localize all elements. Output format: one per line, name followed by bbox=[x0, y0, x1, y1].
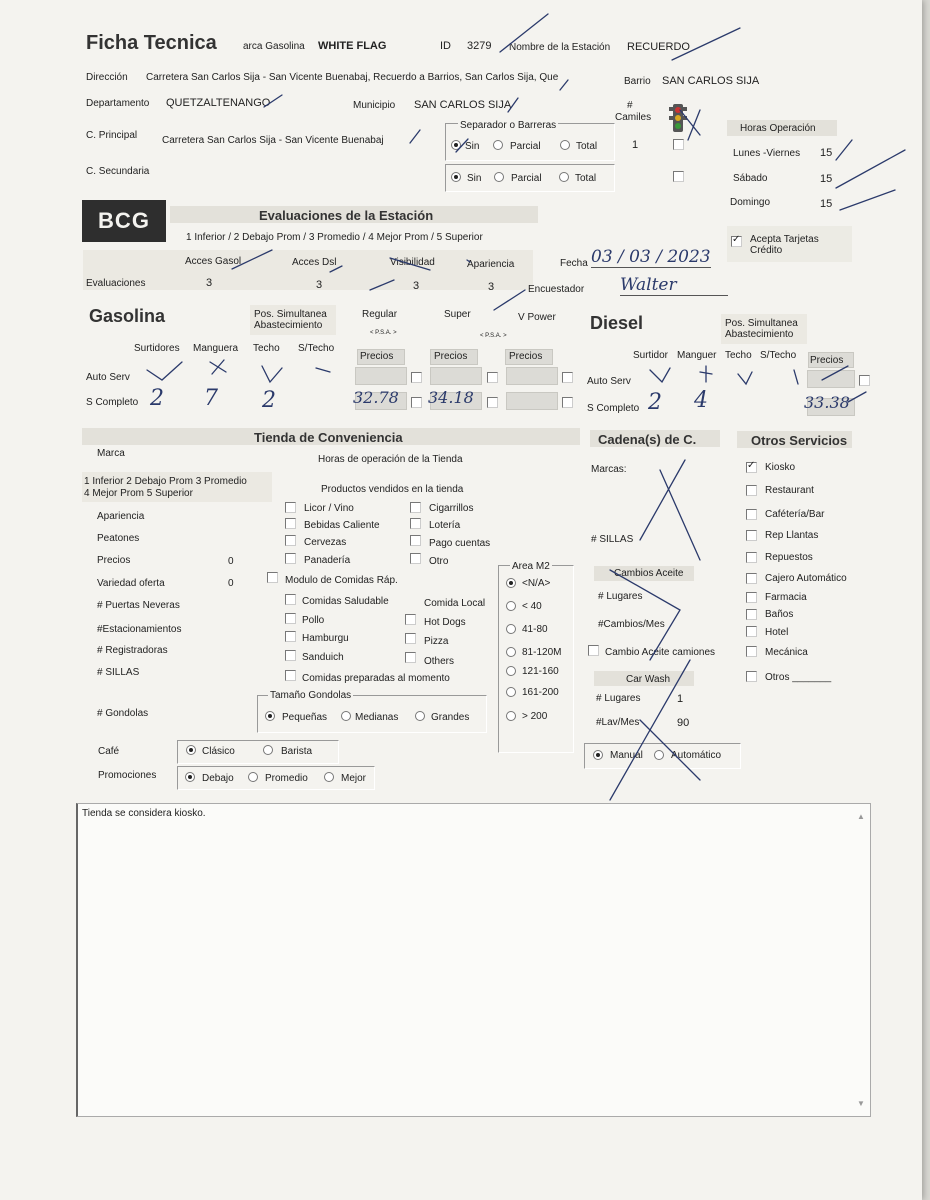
secundaria-checkbox[interactable] bbox=[673, 171, 684, 182]
prod-otro-label: Otro bbox=[429, 556, 449, 567]
ink-stroke bbox=[494, 290, 525, 310]
camiones-checkbox[interactable] bbox=[673, 139, 684, 150]
cambios-mes-label: #Cambios/Mes bbox=[598, 619, 665, 630]
metric-sillas-label: # SILLAS bbox=[97, 667, 140, 678]
separador-2-parcial-label: Parcial bbox=[511, 173, 542, 184]
prod-loteria-label: Lotería bbox=[429, 520, 461, 531]
fecha-label: Fecha bbox=[560, 258, 588, 269]
otros-cajero-label: Cajero Automático bbox=[765, 573, 847, 584]
otros-restaurant-label: Restaurant bbox=[765, 485, 814, 496]
diesel-stecho-label: S/Techo bbox=[760, 350, 797, 361]
area-40-radio[interactable] bbox=[506, 601, 516, 611]
area-161-200-radio[interactable] bbox=[506, 687, 516, 697]
tienda-scale-1: 1 Inferior 2 Debajo Prom 3 Promedio bbox=[84, 476, 247, 487]
comidas-hotdogs-label: Hot Dogs bbox=[424, 617, 466, 628]
tienda-title: Tienda de Conveniencia bbox=[254, 430, 403, 445]
fecha-value: 03 / 03 / 2023 bbox=[591, 247, 711, 267]
apariencia-value: 3 bbox=[488, 281, 495, 293]
prod-bebidas-label: Bebidas Caliente bbox=[304, 520, 380, 531]
otros-kiosko-label: Kiosko bbox=[765, 462, 796, 473]
area-na-radio[interactable] bbox=[506, 578, 516, 588]
ink-stroke bbox=[316, 368, 330, 372]
ink-stroke bbox=[836, 150, 905, 188]
ink-stroke bbox=[836, 140, 852, 160]
visibilidad-label: Visibilidad bbox=[390, 257, 435, 268]
prod-pago-label: Pago cuentas bbox=[429, 538, 491, 549]
comidas-pizza-label: Pizza bbox=[424, 636, 449, 647]
ink-stroke bbox=[560, 80, 568, 90]
prod-cervezas-checkbox[interactable] bbox=[285, 535, 296, 546]
otros-hotel-checkbox[interactable] bbox=[746, 626, 757, 637]
gasolina-super-label: Super bbox=[444, 309, 471, 320]
horas-sabado-label: Sábado bbox=[733, 173, 768, 184]
horas-lv-label: Lunes -Viernes bbox=[733, 148, 801, 159]
carwash-manual-label: Manual bbox=[610, 750, 643, 761]
otros-llantas-label: Rep Llantas bbox=[765, 530, 819, 541]
acces-gasol-label: Acces Gasol bbox=[185, 256, 242, 267]
separador-title: Separador o Barreras bbox=[460, 120, 557, 131]
prod-panaderia-label: Panadería bbox=[304, 555, 351, 566]
comidas-hamburgu-checkbox[interactable] bbox=[285, 631, 296, 642]
prod-otro-checkbox[interactable] bbox=[410, 553, 421, 564]
promo-promedio-radio[interactable] bbox=[248, 772, 258, 782]
cafe-barista-radio[interactable] bbox=[263, 745, 273, 755]
direccion-value: Carretera San Carlos Sija - San Vicente Buenabaj, Recuerdo a Barrios, San Carlos Sija, Que bbox=[146, 72, 559, 83]
separador-1-parcial-label: Parcial bbox=[510, 141, 541, 152]
tarjetas-label: Acepta Tarjetas Crédito bbox=[750, 234, 819, 256]
promociones-label: Promociones bbox=[98, 770, 157, 781]
prod-licor-checkbox[interactable] bbox=[285, 502, 296, 513]
comidas-preparadas-label: Comidas preparadas al momento bbox=[302, 673, 450, 684]
apariencia-label: Apariencia bbox=[467, 259, 515, 270]
comidas-sanduich-label: Sanduich bbox=[302, 652, 344, 663]
gasolina-scompleto-label: S Completo bbox=[86, 397, 139, 408]
separador-1-sin-radio[interactable] bbox=[451, 140, 461, 150]
diesel-price: 33.38 bbox=[804, 393, 850, 412]
autoserv-price-3[interactable] bbox=[506, 367, 558, 385]
scroll-down-icon[interactable]: ▼ bbox=[857, 1099, 865, 1108]
horas-lv-value: 15 bbox=[820, 147, 833, 159]
separador-1-total-radio[interactable] bbox=[560, 140, 570, 150]
prod-cigarrillos-label: Cigarrillos bbox=[429, 503, 474, 514]
nombre-value: RECUERDO bbox=[627, 41, 690, 53]
traffic-light-icon bbox=[668, 103, 688, 133]
comidas-modulo-checkbox[interactable] bbox=[267, 572, 278, 583]
area-200-radio[interactable] bbox=[506, 711, 516, 721]
lav-mes-label: #Lav/Mes bbox=[596, 717, 640, 728]
area-group bbox=[498, 565, 574, 753]
autoserv-check-3[interactable] bbox=[562, 372, 573, 383]
separador-2-total-label: Total bbox=[575, 173, 597, 184]
otros-llantas-checkbox[interactable] bbox=[746, 530, 757, 541]
super-price: 34.18 bbox=[428, 388, 474, 407]
autoserv-price-2[interactable] bbox=[430, 367, 482, 385]
gondolas-medianas-label: Medianas bbox=[355, 712, 399, 723]
encuestador-label: Encuestador bbox=[528, 284, 585, 295]
metric-apariencia-label: Apariencia bbox=[97, 511, 145, 522]
acces-dsl-value: 3 bbox=[316, 279, 323, 291]
municipio-value: SAN CARLOS SIJA bbox=[414, 99, 512, 111]
lav-mes-value: 90 bbox=[677, 717, 690, 729]
comidas-modulo-label: Modulo de Comidas Ráp. bbox=[285, 575, 398, 586]
psa-2: < P.S.A. > bbox=[480, 333, 507, 339]
promo-mejor-label: Mejor bbox=[341, 773, 367, 784]
cadena-marcas-label: Marcas: bbox=[591, 464, 627, 475]
gondolas-title: Tamaño Gondolas bbox=[270, 690, 352, 701]
comidas-hotdogs-checkbox[interactable] bbox=[405, 614, 416, 625]
area-121-160-label: 121-160 bbox=[522, 666, 559, 677]
horas-sabado-value: 15 bbox=[820, 173, 833, 185]
carwash-title: Car Wash bbox=[626, 674, 671, 685]
metric-estacionamientos-label: #Estacionamientos bbox=[97, 624, 182, 635]
otros-otros-label: Otros _______ bbox=[765, 672, 832, 683]
separador-1-parcial-radio[interactable] bbox=[493, 140, 503, 150]
scompleto-check-2[interactable] bbox=[487, 397, 498, 408]
separador-2-parcial-radio[interactable] bbox=[494, 172, 504, 182]
notes-text: Tienda se considera kiosko. bbox=[82, 808, 206, 819]
area-41-80-label: 41-80 bbox=[522, 624, 548, 635]
barrio-value: SAN CARLOS SIJA bbox=[662, 75, 760, 87]
metric-puertas-label: # Puertas Neveras bbox=[97, 600, 180, 611]
notes-textarea[interactable] bbox=[76, 803, 871, 1117]
scompleto-check-1[interactable] bbox=[411, 397, 422, 408]
gasolina-autoserv-label: Auto Serv bbox=[86, 372, 130, 383]
gasolina-surtidores-label: Surtidores bbox=[134, 343, 180, 354]
ink-stroke bbox=[262, 366, 282, 382]
separador-2-total-radio[interactable] bbox=[559, 172, 569, 182]
direccion-label: Dirección bbox=[86, 72, 128, 83]
cambios-title: Cambios Aceite bbox=[614, 568, 684, 579]
area-81-120-label: 81-120M bbox=[522, 647, 562, 658]
gasolina-pos-simultanea: Pos. Simultanea Abastecimiento bbox=[254, 309, 327, 331]
ink-stroke bbox=[650, 368, 670, 382]
carwash-lugares-value: 1 bbox=[677, 693, 684, 705]
ink-stroke bbox=[794, 370, 798, 384]
marca-value: WHITE FLAG bbox=[318, 40, 387, 52]
camiones-value: 1 bbox=[632, 139, 639, 151]
barrio-label: Barrio bbox=[624, 76, 651, 87]
evaluaciones-scale: 1 Inferior / 2 Debajo Prom / 3 Promedio / 4 Mejor Prom / 5 Superior bbox=[186, 232, 483, 243]
camiones-label: Camiles bbox=[615, 112, 652, 123]
c-principal-label: C. Principal bbox=[86, 130, 138, 141]
area-na-label: <N/A> bbox=[522, 578, 551, 589]
cadena-sillas-label: # SILLAS bbox=[591, 534, 634, 545]
tienda-scale-2: 4 Mejor Prom 5 Superior bbox=[84, 488, 193, 499]
otros-repuestos-checkbox[interactable] bbox=[746, 552, 757, 563]
bcg-logo: BCG bbox=[82, 200, 166, 242]
diesel-title: Diesel bbox=[590, 313, 644, 333]
metric-gondolas-label: # Gondolas bbox=[97, 708, 149, 719]
prod-cervezas-label: Cervezas bbox=[304, 537, 347, 548]
otros-otros-checkbox[interactable] bbox=[746, 671, 757, 682]
tarjetas-checkbox[interactable] bbox=[731, 236, 742, 247]
area-121-160-radio[interactable] bbox=[506, 666, 516, 676]
psa-1: < P.S.A. > bbox=[370, 330, 397, 336]
otros-restaurant-checkbox[interactable] bbox=[746, 485, 757, 496]
productos-label: Productos vendidos en la tienda bbox=[321, 484, 464, 495]
gasolina-manguera-label: Manguera bbox=[193, 343, 239, 354]
cafe-clasico-label: Clásico bbox=[202, 746, 235, 757]
prod-pago-checkbox[interactable] bbox=[410, 535, 421, 546]
id-value: 3279 bbox=[467, 40, 492, 52]
precios-label-1: Precios bbox=[360, 351, 394, 362]
area-161-200-label: 161-200 bbox=[522, 687, 559, 698]
gondolas-medianas-radio[interactable] bbox=[341, 711, 351, 721]
promo-promedio-label: Promedio bbox=[265, 773, 308, 784]
diesel-autoserv-label: Auto Serv bbox=[587, 376, 631, 387]
diesel-scompleto-surtidor: 2 bbox=[648, 390, 662, 415]
departamento-value: QUETZALTENANGO bbox=[166, 97, 271, 109]
scompleto-price-3[interactable] bbox=[506, 392, 558, 410]
gasolina-title: Gasolina bbox=[89, 306, 166, 326]
form-title: Ficha Tecnica bbox=[86, 32, 217, 54]
separador-1-sin-label: Sin bbox=[465, 141, 480, 152]
scroll-up-icon[interactable]: ▲ bbox=[857, 812, 865, 821]
prod-bebidas-checkbox[interactable] bbox=[285, 518, 296, 529]
cafe-clasico-radio[interactable] bbox=[186, 745, 196, 755]
diesel-autoserv-price[interactable] bbox=[807, 370, 855, 388]
metric-precios-label: Precios bbox=[97, 555, 131, 566]
diesel-scompleto-manguer: 4 bbox=[694, 388, 708, 413]
cambios-lugares-label: # Lugares bbox=[598, 591, 643, 602]
diesel-autoserv-check[interactable] bbox=[859, 375, 870, 386]
carwash-automatico-radio[interactable] bbox=[654, 750, 664, 760]
otros-cafeteria-label: Cafétería/Bar bbox=[765, 509, 825, 520]
gasolina-vpower-label: V Power bbox=[518, 312, 556, 323]
gondolas-pequenas-radio[interactable] bbox=[265, 711, 275, 721]
camiones-hash: # bbox=[627, 100, 633, 111]
ink-stroke bbox=[640, 460, 700, 560]
prod-licor-label: Licor / Vino bbox=[304, 503, 354, 514]
precios-label-2: Precios bbox=[434, 351, 468, 362]
prod-cigarrillos-checkbox[interactable] bbox=[410, 502, 421, 513]
cafe-label: Café bbox=[98, 746, 120, 757]
autoserv-check-2[interactable] bbox=[487, 372, 498, 383]
metric-variedad-value: 0 bbox=[228, 578, 234, 589]
gasolina-scompleto-surtidores: 2 bbox=[150, 386, 164, 411]
acces-gasol-value: 3 bbox=[206, 277, 213, 289]
cafe-barista-label: Barista bbox=[281, 746, 313, 757]
diesel-techo-label: Techo bbox=[725, 350, 752, 361]
ink-stroke bbox=[147, 362, 182, 380]
autoserv-price-1[interactable] bbox=[355, 367, 407, 385]
marca-label: arca Gasolina bbox=[243, 41, 305, 52]
comidas-preparadas-checkbox[interactable] bbox=[285, 670, 296, 681]
comidas-pizza-checkbox[interactable] bbox=[405, 633, 416, 644]
comidas-hamburgu-label: Hamburgu bbox=[302, 633, 349, 644]
otros-mecanica-checkbox[interactable] bbox=[746, 646, 757, 657]
metric-registradoras-label: # Registradoras bbox=[97, 645, 168, 656]
separador-2-sin-radio[interactable] bbox=[451, 172, 461, 182]
gasolina-techo-label: Techo bbox=[253, 343, 280, 354]
promo-debajo-label: Debajo bbox=[202, 773, 234, 784]
diesel-scompleto-label: S Completo bbox=[587, 403, 640, 414]
otros-hotel-label: Hotel bbox=[765, 627, 789, 638]
id-label: ID bbox=[440, 40, 451, 52]
c-secundaria-label: C. Secundaria bbox=[86, 166, 150, 177]
gasolina-scompleto-manguera: 7 bbox=[204, 386, 218, 411]
evaluaciones-title: Evaluaciones de la Estación bbox=[259, 208, 434, 223]
otros-farmacia-label: Farmacia bbox=[765, 592, 807, 603]
area-title: Area M2 bbox=[512, 561, 550, 572]
otros-farmacia-checkbox[interactable] bbox=[746, 592, 757, 603]
ink-stroke bbox=[210, 360, 226, 374]
otros-banos-label: Baños bbox=[765, 609, 794, 620]
departamento-label: Departamento bbox=[86, 98, 150, 109]
comidas-others-checkbox[interactable] bbox=[405, 652, 416, 663]
horas-title: Horas Operación bbox=[740, 123, 816, 134]
gondolas-grandes-label: Grandes bbox=[431, 712, 470, 723]
otros-kiosko-checkbox[interactable] bbox=[746, 462, 757, 473]
regular-price: 32.78 bbox=[353, 388, 399, 407]
acces-dsl-label: Acces Dsl bbox=[292, 257, 337, 268]
comida-local-label: Comida Local bbox=[424, 598, 486, 609]
area-200-label: > 200 bbox=[522, 711, 548, 722]
gasolina-scompleto-techo: 2 bbox=[262, 388, 276, 413]
diesel-manguer-label: Manguer bbox=[677, 350, 717, 361]
tienda-marca-label: Marca bbox=[97, 448, 125, 459]
nombre-label: Nombre de la Estación bbox=[509, 42, 611, 53]
cadena-title: Cadena(s) de C. bbox=[598, 432, 697, 447]
separador-2-sin-label: Sin bbox=[467, 173, 482, 184]
encuestador-value: Walter bbox=[620, 275, 728, 296]
prod-panaderia-checkbox[interactable] bbox=[285, 553, 296, 564]
ink-stroke bbox=[840, 190, 895, 210]
gondolas-grandes-radio[interactable] bbox=[415, 711, 425, 721]
metric-peatones-label: Peatones bbox=[97, 533, 140, 544]
gondolas-pequenas-label: Pequeñas bbox=[282, 712, 328, 723]
autoserv-check-1[interactable] bbox=[411, 372, 422, 383]
otros-title: Otros Servicios bbox=[751, 433, 848, 448]
comidas-others-label: Others bbox=[424, 656, 455, 667]
ink-stroke bbox=[738, 372, 752, 384]
promo-debajo-radio[interactable] bbox=[185, 772, 195, 782]
area-81-120-radio[interactable] bbox=[506, 647, 516, 657]
comidas-saludable-label: Comidas Saludable bbox=[302, 596, 389, 607]
metric-precios-value: 0 bbox=[228, 556, 234, 567]
metric-variedad-label: Variedad oferta bbox=[97, 578, 165, 589]
c-principal-value: Carretera San Carlos Sija - San Vicente Buenabaj bbox=[162, 135, 384, 146]
municipio-label: Municipio bbox=[353, 100, 396, 111]
comidas-saludable-checkbox[interactable] bbox=[285, 594, 296, 605]
otros-cajero-checkbox[interactable] bbox=[746, 573, 757, 584]
comidas-pollo-checkbox[interactable] bbox=[285, 613, 296, 624]
carwash-automatico-label: Automático bbox=[671, 750, 722, 761]
diesel-surtidor-label: Surtidor bbox=[633, 350, 669, 361]
horas-domingo-label: Domingo bbox=[730, 197, 771, 208]
comidas-pollo-label: Pollo bbox=[302, 615, 325, 626]
area-41-80-radio[interactable] bbox=[506, 624, 516, 634]
precios-label-3: Precios bbox=[509, 351, 543, 362]
otros-banos-checkbox[interactable] bbox=[746, 609, 757, 620]
otros-cafeteria-checkbox[interactable] bbox=[746, 509, 757, 520]
otros-mecanica-label: Mecánica bbox=[765, 647, 808, 658]
notes-scrollbar[interactable] bbox=[854, 806, 868, 1114]
otros-repuestos-label: Repuestos bbox=[765, 552, 813, 563]
diesel-pos-simultanea: Pos. Simultanea Abastecimiento bbox=[725, 318, 798, 340]
evaluaciones-row-label: Evaluaciones bbox=[86, 278, 146, 289]
ink-stroke bbox=[700, 366, 712, 382]
diesel-precios-label: Precios bbox=[810, 355, 844, 366]
prod-loteria-checkbox[interactable] bbox=[410, 518, 421, 529]
scompleto-check-3[interactable] bbox=[562, 397, 573, 408]
promo-mejor-radio[interactable] bbox=[324, 772, 334, 782]
carwash-lugares-label: # Lugares bbox=[596, 693, 641, 704]
cambio-camiones-label: Cambio Aceite camiones bbox=[605, 647, 716, 658]
cambio-camiones-checkbox[interactable] bbox=[588, 645, 599, 656]
comidas-sanduich-checkbox[interactable] bbox=[285, 650, 296, 661]
separador-1-total-label: Total bbox=[576, 141, 598, 152]
visibilidad-value: 3 bbox=[413, 280, 420, 292]
horas-domingo-value: 15 bbox=[820, 198, 833, 210]
evaluaciones-row-band bbox=[83, 250, 533, 290]
tienda-horas-label: Horas de operación de la Tienda bbox=[318, 454, 463, 465]
carwash-manual-radio[interactable] bbox=[593, 750, 603, 760]
ink-stroke bbox=[410, 130, 420, 143]
gasolina-regular-label: Regular bbox=[362, 309, 398, 320]
gasolina-stecho-label: S/Techo bbox=[298, 343, 335, 354]
area-40-label: < 40 bbox=[522, 601, 542, 612]
